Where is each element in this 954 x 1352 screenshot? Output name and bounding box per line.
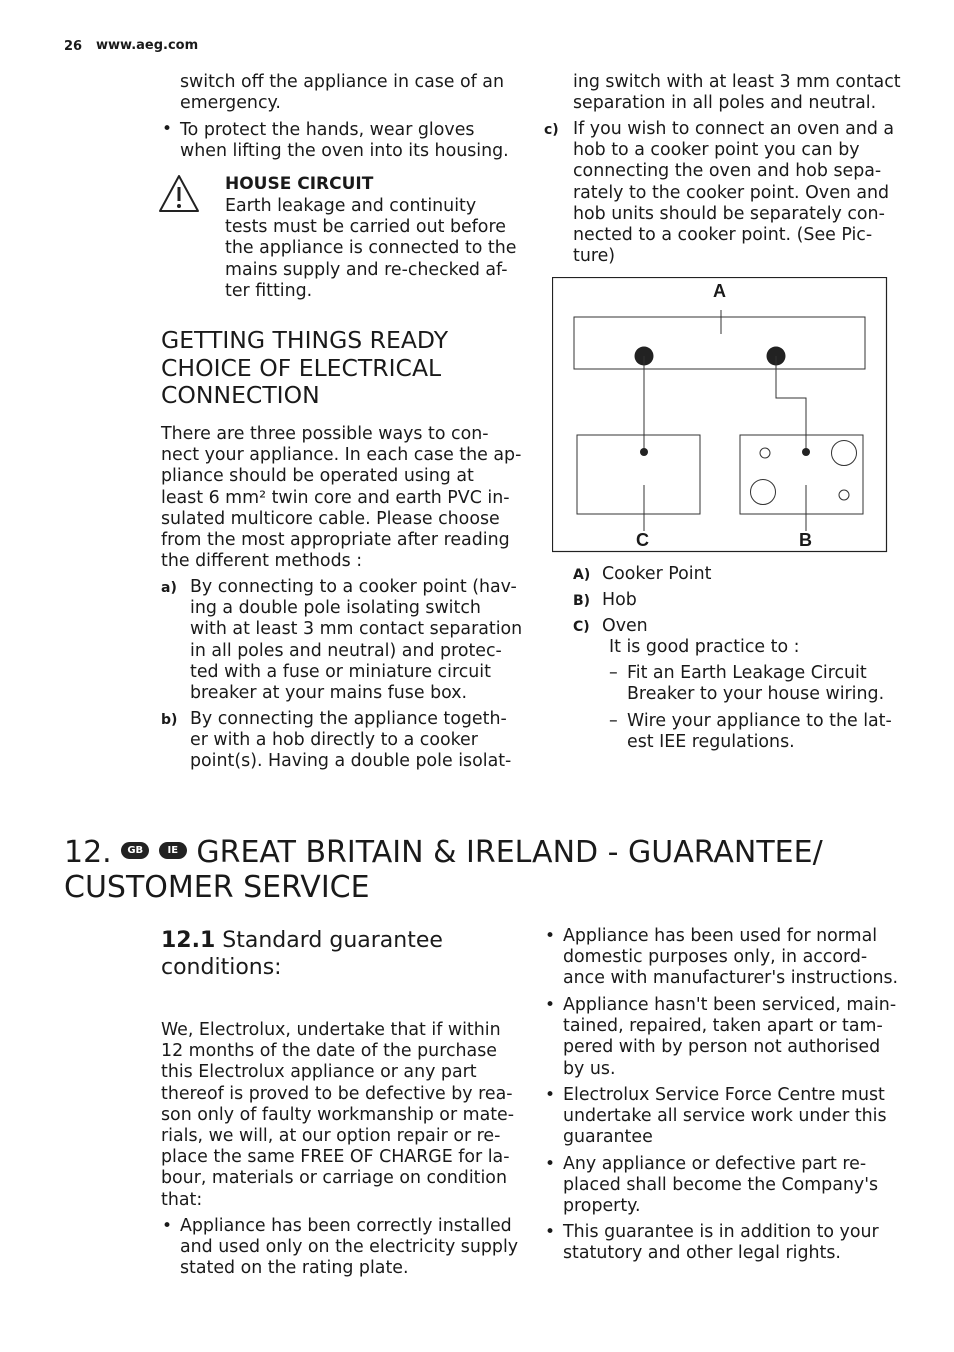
legend-key-c: C) — [573, 619, 590, 635]
bullet-dot: • — [545, 1085, 556, 1105]
legend-text-b: Hob — [602, 590, 637, 610]
legend-text-c: Oven — [602, 616, 648, 636]
guarantee-right-bullet-4: Any appliance or defective part re- placed shall become the Company's property. — [563, 1154, 879, 1217]
diagram-label-b: B — [799, 530, 812, 550]
wiring-diagram — [552, 277, 888, 553]
flag-gb-badge: GB — [121, 842, 149, 859]
dash-bullet: – — [609, 711, 618, 731]
legend-key-b: B) — [573, 593, 591, 609]
diagram-label-c: C — [636, 530, 649, 550]
intro-paragraph: There are three possible ways to con- nect your appliance. In each case the ap- pliance should be operated using at least 6 mm² twin core and earth PVC in- sulated multicore cable. Please choose from the most appropriate after reading the different methods : — [161, 424, 522, 572]
dash-bullet: – — [609, 663, 618, 683]
chapter-number: 12. — [64, 835, 112, 870]
bullet-dot: • — [545, 1154, 556, 1174]
bullet-dot: • — [162, 1216, 173, 1236]
flag-ie-badge: IE — [159, 842, 187, 859]
guarantee-right-bullet-3: Electrolux Service Force Centre must undertake all service work under this guarantee — [563, 1085, 887, 1148]
guarantee-left-bullet-1: Appliance has been correctly installed and used only on the electricity supply stated on the rating plate. — [180, 1216, 519, 1279]
item-c-text: If you wish to connect an oven and a hob to a cooker point you can by connecting the oven and hob sepa- rately to the cooker point. Oven and hob units should be separately con- nected to a cooker point. (See Pic- ture) — [573, 119, 895, 267]
item-b-label: b) — [161, 712, 178, 728]
item-a-label: a) — [161, 580, 177, 596]
bullet-dot: • — [162, 119, 173, 139]
guarantee-heading-text: Standard guarantee conditions: — [161, 928, 443, 980]
guarantee-heading — [161, 927, 501, 981]
guarantee-right-bullet-1: Appliance has been used for normal domestic purposes only, in accord- ance with manufacturer's instructions. — [563, 926, 899, 989]
bullet-dot: • — [545, 995, 556, 1015]
chapter-heading — [64, 835, 823, 870]
website-url: www.aeg.com — [96, 38, 199, 53]
chapter-title-line1: GREAT BRITAIN & IRELAND - GUARANTEE/ — [196, 835, 823, 870]
oven-terminal — [640, 448, 648, 456]
warning-triangle-icon — [158, 174, 200, 214]
item-b-text: By connecting the appliance togeth- er with a hob directly to a cooker point(s). Having a double pole isolat- — [190, 709, 512, 772]
page-number: 26 — [64, 39, 83, 54]
diagram-frame — [553, 278, 887, 552]
hob-terminal — [802, 448, 810, 456]
right-continued-text: ing switch with at least 3 mm contact separation in all poles and neutral. — [573, 72, 901, 114]
warning-title: HOUSE CIRCUIT — [225, 174, 374, 194]
bullet-dot: • — [545, 926, 556, 946]
diagram-label-a: A — [713, 281, 726, 301]
legend-text-a: Cooker Point — [602, 564, 712, 584]
item-c-label: c) — [544, 122, 559, 138]
bullet-dot: • — [545, 1222, 556, 1242]
guarantee-heading-number: 12.1 — [161, 928, 216, 953]
guarantee-right-bullet-5: This guarantee is in addition to your statutory and other legal rights. — [563, 1222, 879, 1264]
dash-item-2: Wire your appliance to the lat- est IEE regulations. — [627, 711, 892, 753]
chapter-title-line2: CUSTOMER SERVICE — [64, 870, 370, 905]
guarantee-right-bullet-2: Appliance hasn't been serviced, main- tained, repaired, taken apart or tam- pered with by person not authorised by us. — [563, 995, 897, 1079]
warning-body: Earth leakage and continuity tests must be carried out before the appliance is connected to the mains supply and re-checked af- ter fitting. — [225, 196, 517, 301]
legend-key-a: A) — [573, 567, 591, 583]
guarantee-paragraph: We, Electrolux, undertake that if within 12 months of the date of the purchase this Electrolux appliance or any part thereof is proved to be defective by rea- son only of faulty workmanship or mate- rials, we will, at our option repair or re- place the same FREE OF CHARGE for la- bour, materials or carriage on condition that: — [161, 1020, 515, 1210]
section-heading: GETTING THINGS READY CHOICE OF ELECTRICAL CONNECTION — [161, 326, 449, 409]
left-continued-text: switch off the appliance in case of an emergency. — [180, 72, 504, 114]
dash-item-1: Fit an Earth Leakage Circuit Breaker to your house wiring. — [627, 663, 885, 705]
bullet-gloves-text: To protect the hands, wear gloves when lifting the oven into its housing. — [180, 120, 509, 162]
good-practice-text: It is good practice to : — [609, 637, 800, 657]
item-a-text: By connecting to a cooker point (hav- ing a double pole isolating switch with at least 3 mm contact separation in all poles and neutral) and protec- ted with a fuse or miniature circuit breaker at your mains fuse box. — [190, 577, 523, 704]
